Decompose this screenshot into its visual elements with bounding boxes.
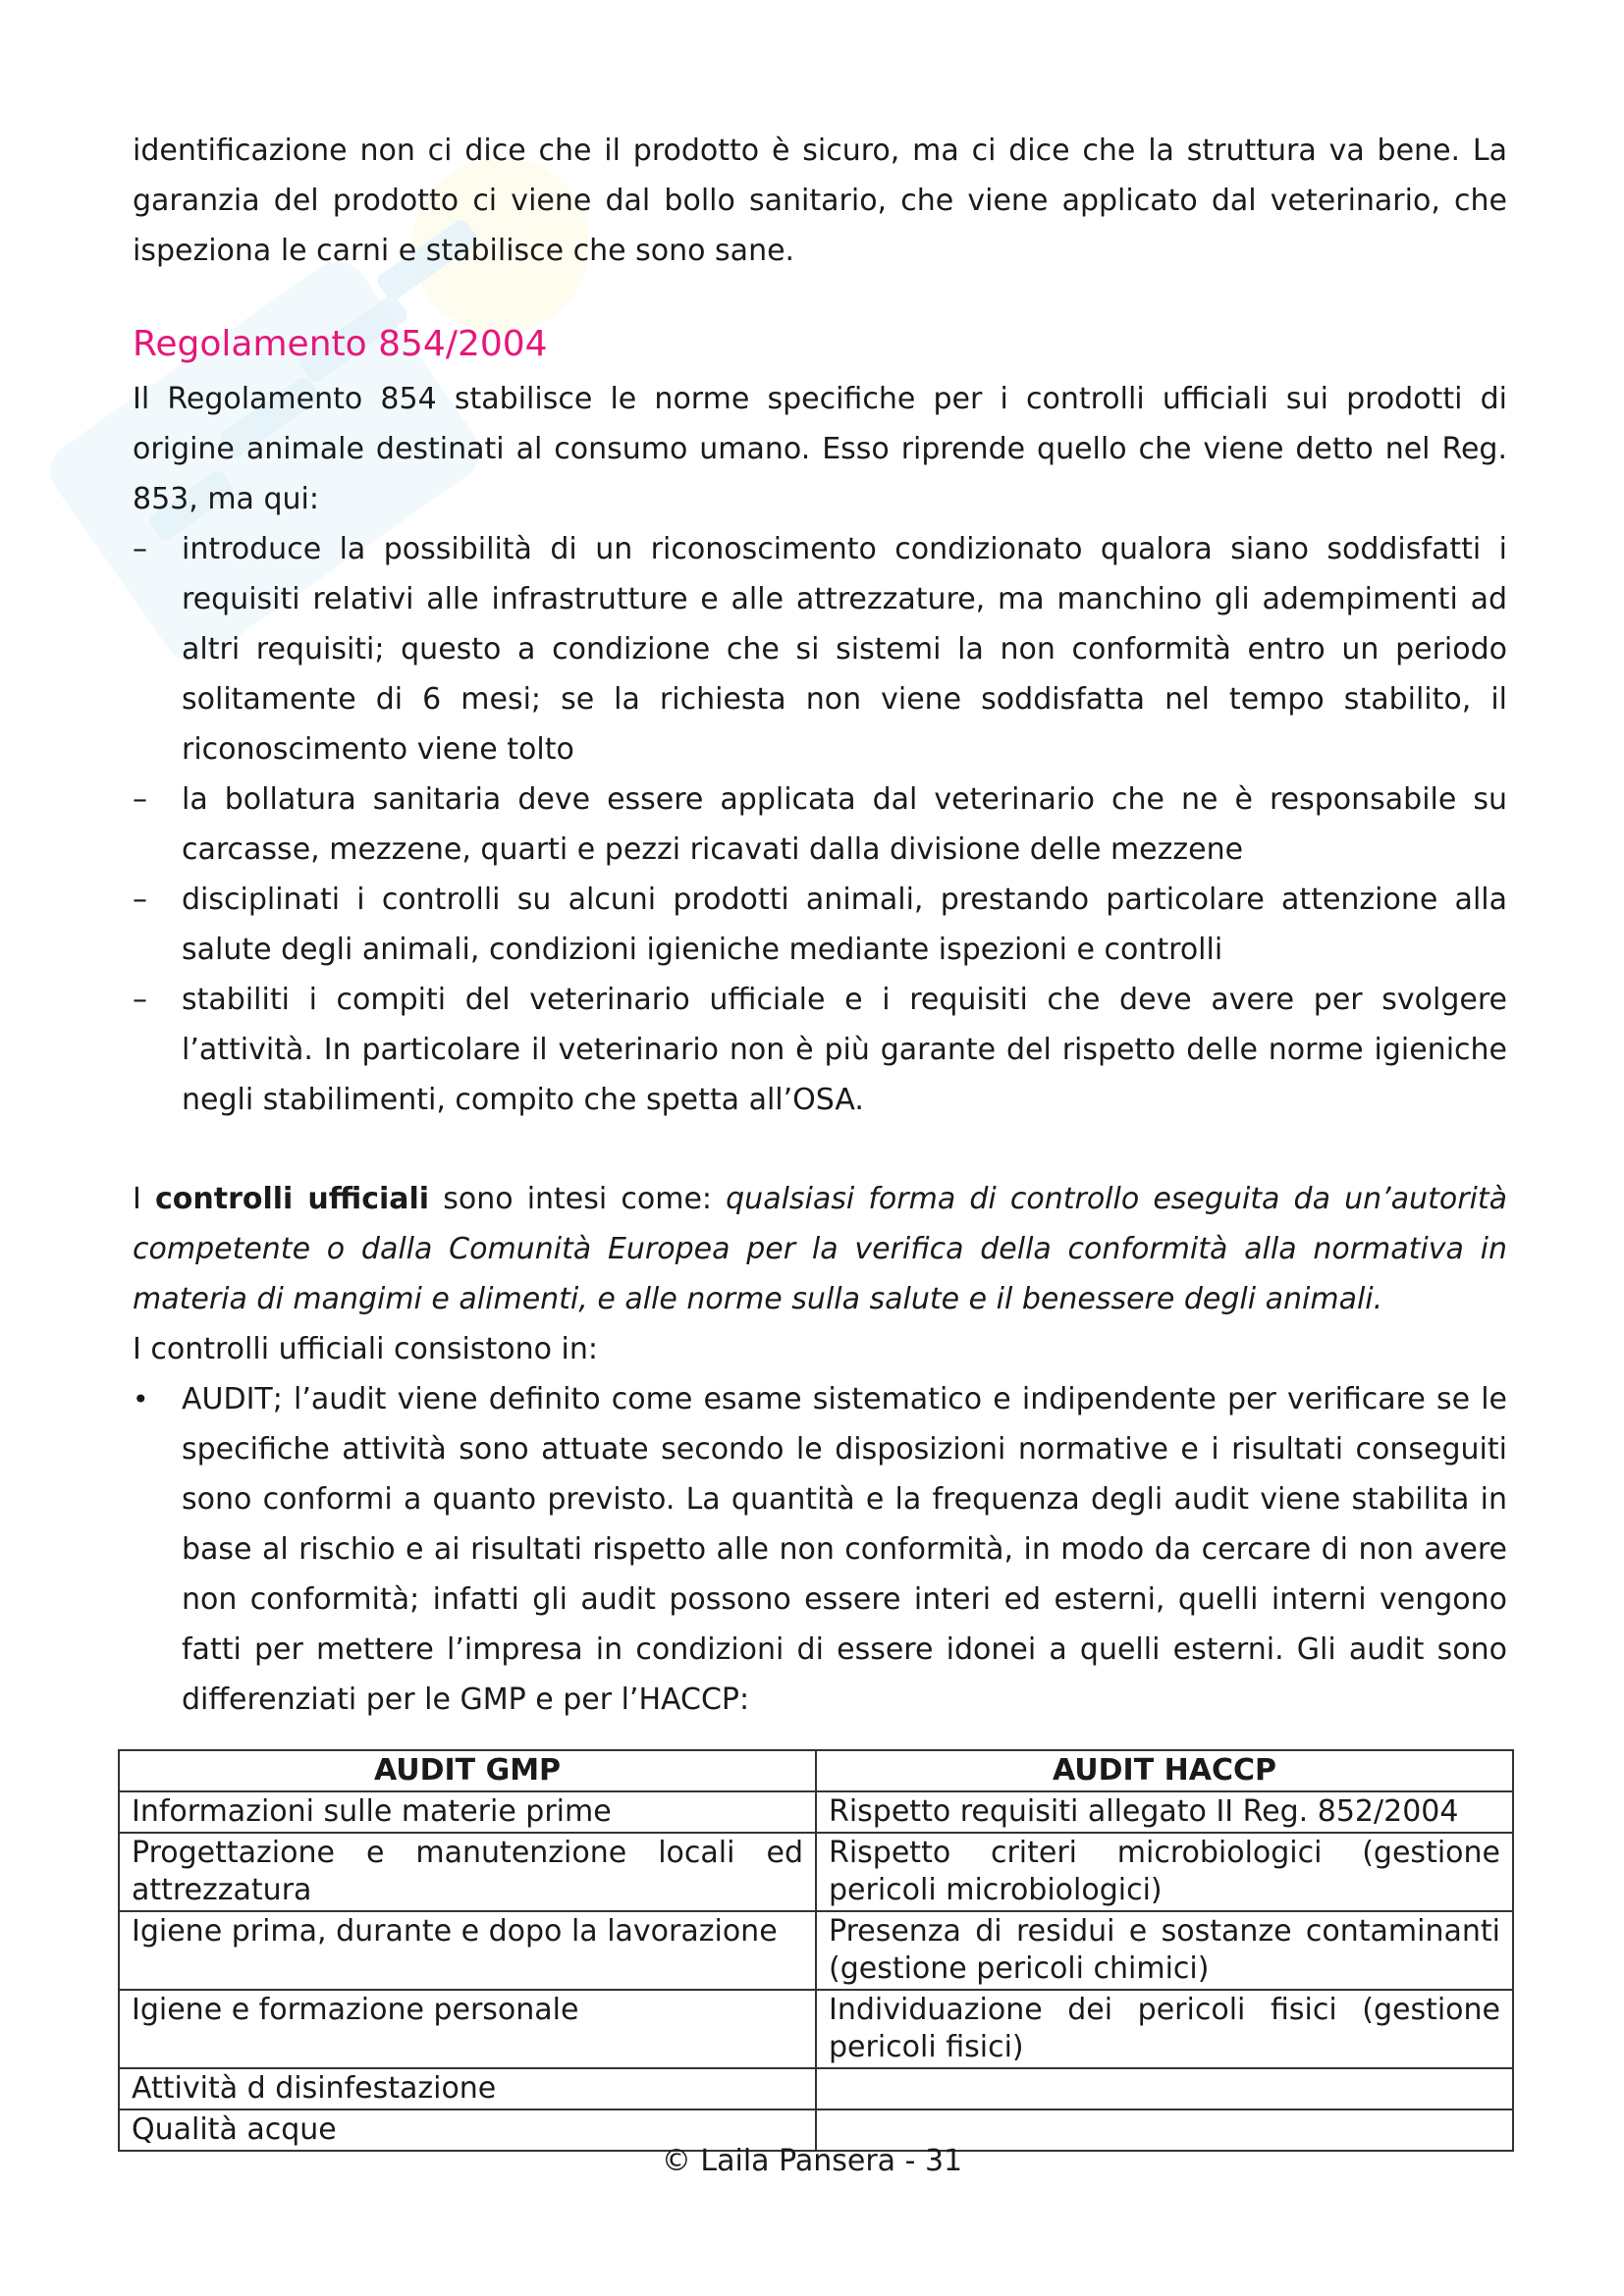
table-cell: Rispetto criteri microbiologici (gestione pericoli microbiologici) [816,1833,1513,1911]
table-row [119,1990,1513,2068]
table-cell: Progettazione e manutenzione locali ed attrezzatura [119,1833,816,1911]
table-cell: Qualità acque [119,2109,816,2151]
table-cell: Igiene prima, durante e dopo la lavorazione [119,1911,816,1990]
table-row [119,2068,1513,2109]
table-header-row [119,1750,1513,1791]
table-row [119,1911,1513,1990]
list-item: • AUDIT; l’audit viene definito come esame sistematico e indipendente per verificare se le specifiche attività sono attuate secondo le disposizioni normative e i risultati conseguiti sono conformi a quanto previsto. La quantità e la frequenza degli audit viene stabilita in base al rischio e ai risultati rispetto alle non conformità, in modo da cercare di non avere non conformità; infatti gli audit possono essere interi ed esterni, quelli interni vengono fatti per mettere l’impresa in condizioni di essere idonei a quelli esterni. Gli audit sono differenziati per le GMP e per l’HACCP: [133,1374,1507,1725]
list-item: – introduce la possibilità di un riconoscimento condizionato qualora siano soddisfatti i requisiti relativi alle infrastrutture e alle attrezzature, ma manchino gli adempimenti ad altri requisiti; questo a condizione che si sistemi la non conformità entro un periodo solitamente di 6 mesi; se la richiesta non viene soddisfatta nel tempo stabilito, il riconoscimento viene tolto [133,524,1507,774]
bullet-marker: • [133,1383,149,1415]
table-cell: Presenza di residui e sostanze contaminanti (gestione pericoli chimici) [816,1911,1513,1990]
controls-definition-italic: qualsiasi forma di controllo eseguita da un’autorità competente o dalla Comunità Europea per la verifica della conformità alla normativa in materia di mangimi e alimenti, e alle norme sulla salute e il benessere degli animali. [133,1182,1508,1316]
dash-marker: – [133,532,147,566]
bullet-list [133,1374,1507,1725]
page-content [133,126,1507,1725]
dash-list [133,524,1507,1125]
list-item: – stabiliti i compiti del veterinario ufficiale e i requisiti che deve avere per svolgere l’attività. In particolare il veterinario non è più garante del rispetto delle norme igieniche negli stabilimenti, compito che spetta all’OSA. [133,975,1507,1125]
header-audit-haccp: AUDIT HACCP [816,1750,1513,1791]
list-item: – disciplinati i controlli su alcuni prodotti animali, prestando particolare attenzione alla salute degli animali, condizioni igieniche mediante ispezioni e controlli [133,875,1507,975]
dash-marker: – [133,983,147,1017]
table-row [119,1791,1513,1833]
dash-marker: – [133,782,147,817]
audit-table [118,1749,1514,2152]
table-cell: Informazioni sulle materie prime [119,1791,816,1833]
table-cell: Igiene e formazione personale [119,1990,816,2068]
table-row [119,1833,1513,1911]
controls-consist: I controlli ufficiali consistono in: [133,1332,598,1366]
list-item: – la bollatura sanitaria deve essere applicata dal veterinario che ne è responsabile su carcasse, mezzene, quarti e pezzi ricavati dalla divisione delle mezzene [133,774,1507,875]
dash-marker: – [133,882,147,917]
section-heading: Regolamento 854/2004 [133,324,548,364]
header-audit-gmp: AUDIT GMP [119,1750,816,1791]
table-cell: Individuazione dei pericoli fisici (gestione pericoli fisici) [816,1990,1513,2068]
table-cell: Attività d disinfestazione [119,2068,816,2109]
table-cell: Rispetto requisiti allegato II Reg. 852/2004 [816,1791,1513,1833]
controls-definition: I controlli ufficiali sono intesi come: qualsiasi forma di controllo eseguita da un’autorità competente o dalla Comunità Europea per la verifica della conformità alla normativa in materia di mangimi e alimenti, e alle norme sulla salute e il benessere degli animali. [133,1182,1508,1316]
controls-term: controlli ufficiali [154,1182,430,1216]
section-intro-paragraph: Il Regolamento 854 stabilisce le norme specifiche per i controlli ufficiali sui prodotti di origine animale destinati al consumo umano. Esso riprende quello che viene detto nel Reg. 853, ma qui: [133,382,1507,516]
page-footer: © Laila Pansera - 31 [661,2144,963,2178]
intro-paragraph: identificazione non ci dice che il prodotto è sicuro, ma ci dice che la struttura va bene. La garanzia del prodotto ci viene dal bollo sanitario, che viene applicato dal veterinario, che ispeziona le carni e stabilisce che sono sane. [133,133,1507,268]
table-cell [816,2068,1513,2109]
